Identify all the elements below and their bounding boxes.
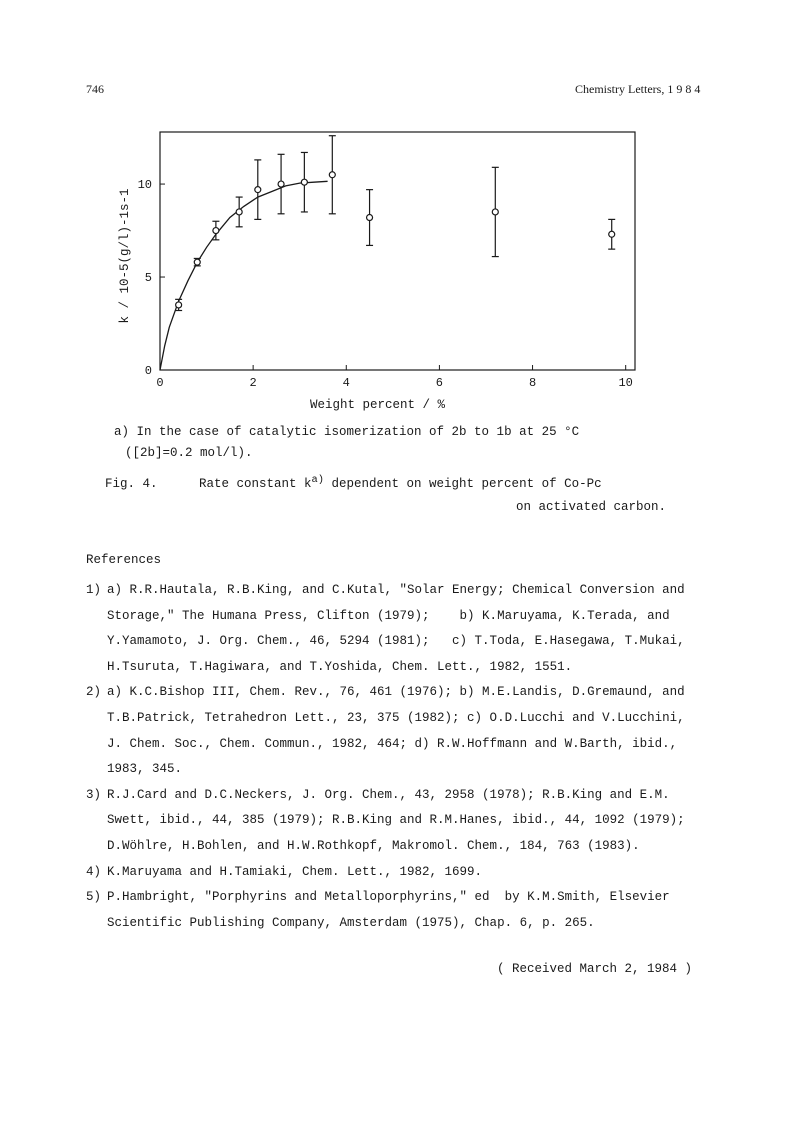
reference-number: 2) — [86, 685, 102, 700]
caption-line-2: on activated carbon. — [516, 500, 667, 514]
reference-number — [86, 604, 107, 630]
y-tick-label: 0 — [144, 364, 152, 378]
caption-text-1: Rate constant k — [199, 477, 312, 492]
y-tick-label: 10 — [137, 178, 152, 193]
references-heading: References — [86, 553, 162, 567]
reference-text: a) R.R.Hautala, R.B.King, and C.Kutal, "Solar Energy; Chemical Conversion and — [107, 583, 685, 597]
x-tick-label: 6 — [435, 376, 444, 390]
reference-text: K.Maruyama and H.Tamiaki, Chem. Lett., 1982, 1699. — [107, 864, 483, 879]
x-tick-label: 2 — [249, 376, 257, 390]
reference-text: R.J.Card and D.C.Neckers, J. Org. Chem., 43, 2958 (1978); R.B.King and E.M. — [107, 787, 670, 802]
caption-superscript: a) — [311, 474, 325, 486]
reference-text: Swett, ibid., 44, 385 (1979); R.B.King and R.M.Hanes, ibid., 44, 1092 (1979); — [107, 813, 685, 828]
reference-number — [86, 757, 107, 783]
reference-1-line-4 — [86, 655, 726, 681]
reference-number — [86, 655, 107, 681]
reference-text: Scientific Publishing Company, Amsterdam (1975), Chap. 6, p. 265. — [107, 915, 595, 930]
reference-1-line-2 — [86, 604, 726, 630]
reference-number: 5) — [86, 890, 102, 905]
reference-3-line-2 — [86, 808, 726, 834]
reference-text: Storage," The Humana Press, Clifton (1979); b) K.Maruyama, K.Terada, and — [107, 608, 670, 623]
figure-label: Fig. 4. — [105, 477, 158, 492]
page-number: 746 — [86, 82, 104, 96]
data-point — [329, 172, 335, 178]
reference-number — [86, 808, 107, 834]
reference-text: 1983, 345. — [107, 762, 183, 777]
note-line-1: a) In the case of catalytic isomerization of 2b to 1b at 25 °C — [114, 425, 580, 439]
x-tick-label: 0 — [156, 376, 164, 390]
data-point — [236, 209, 242, 215]
fit-curve — [160, 181, 328, 370]
reference-number — [86, 629, 107, 655]
data-point — [213, 228, 219, 234]
data-point — [609, 231, 615, 237]
journal-header: Chemistry Letters, 1 9 8 4 — [575, 82, 701, 96]
reference-text: T.B.Patrick, Tetrahedron Lett., 23, 375 (1982); c) O.D.Lucchi and V.Lucchini, — [107, 710, 685, 725]
reference-2-line-2 — [86, 706, 726, 732]
reference-number — [86, 732, 107, 758]
reference-number: 1) — [86, 583, 102, 597]
reference-1-line-1 — [86, 578, 726, 604]
data-point — [492, 209, 498, 215]
note-line-2: ([2b]=0.2 mol/l). — [125, 446, 253, 460]
reference-5-line-1 — [86, 885, 726, 911]
x-tick-label: 8 — [528, 376, 537, 390]
x-tick-label: 4 — [342, 376, 350, 390]
data-point — [255, 187, 261, 193]
y-axis-label: k / 10-5(g/l)-1s-1 — [118, 188, 132, 324]
reference-number: 4) — [86, 864, 102, 879]
caption-text-2: dependent on weight percent of Co-Pc — [324, 477, 602, 492]
reference-number: 3) — [86, 787, 102, 802]
reference-text: J. Chem. Soc., Chem. Commun., 1982, 464; d) R.W.Hoffmann and W.Barth, ibid., — [107, 736, 678, 751]
received-date: ( Received March 2, 1984 ) — [497, 962, 693, 976]
reference-text: D.Wöhlre, H.Bohlen, and H.W.Rothkopf, Makromol. Chem., 184, 763 (1983). — [107, 838, 640, 853]
reference-text: a) K.C.Bishop III, Chem. Rev., 76, 461 (1976); b) M.E.Landis, D.Gremaund, and — [107, 685, 685, 700]
y-tick-label: 5 — [144, 271, 152, 286]
reference-3-line-3 — [86, 834, 726, 860]
plot-frame — [160, 132, 635, 370]
reference-4-line-1 — [86, 860, 726, 886]
data-point — [194, 259, 200, 265]
reference-3-line-1 — [86, 783, 726, 809]
reference-number — [86, 834, 107, 860]
reference-text: Y.Yamamoto, J. Org. Chem., 46, 5294 (1981); c) T.Toda, E.Hasegawa, T.Mukai, — [107, 634, 685, 649]
rate-constant-chart — [100, 120, 660, 420]
figure-note — [114, 422, 579, 464]
x-tick-label: 10 — [618, 376, 633, 390]
data-point — [176, 302, 182, 308]
reference-text: P.Hambright, "Porphyrins and Metalloporphyrins," ed by K.M.Smith, Elsevier — [107, 890, 670, 905]
reference-number — [86, 706, 107, 732]
reference-2-line-4 — [86, 757, 726, 783]
reference-1-line-3 — [86, 629, 726, 655]
data-point — [367, 215, 373, 221]
data-point — [278, 181, 284, 187]
data-point — [301, 179, 307, 185]
reference-2-line-3 — [86, 732, 726, 758]
reference-5-line-2 — [86, 911, 726, 937]
figure-caption — [105, 474, 602, 491]
reference-text: H.Tsuruta, T.Hagiwara, and T.Yoshida, Chem. Lett., 1982, 1551. — [107, 659, 573, 674]
x-axis-label: Weight percent / % — [309, 398, 446, 412]
reference-number — [86, 911, 107, 937]
references-list — [86, 578, 726, 936]
reference-2-line-1 — [86, 680, 726, 706]
